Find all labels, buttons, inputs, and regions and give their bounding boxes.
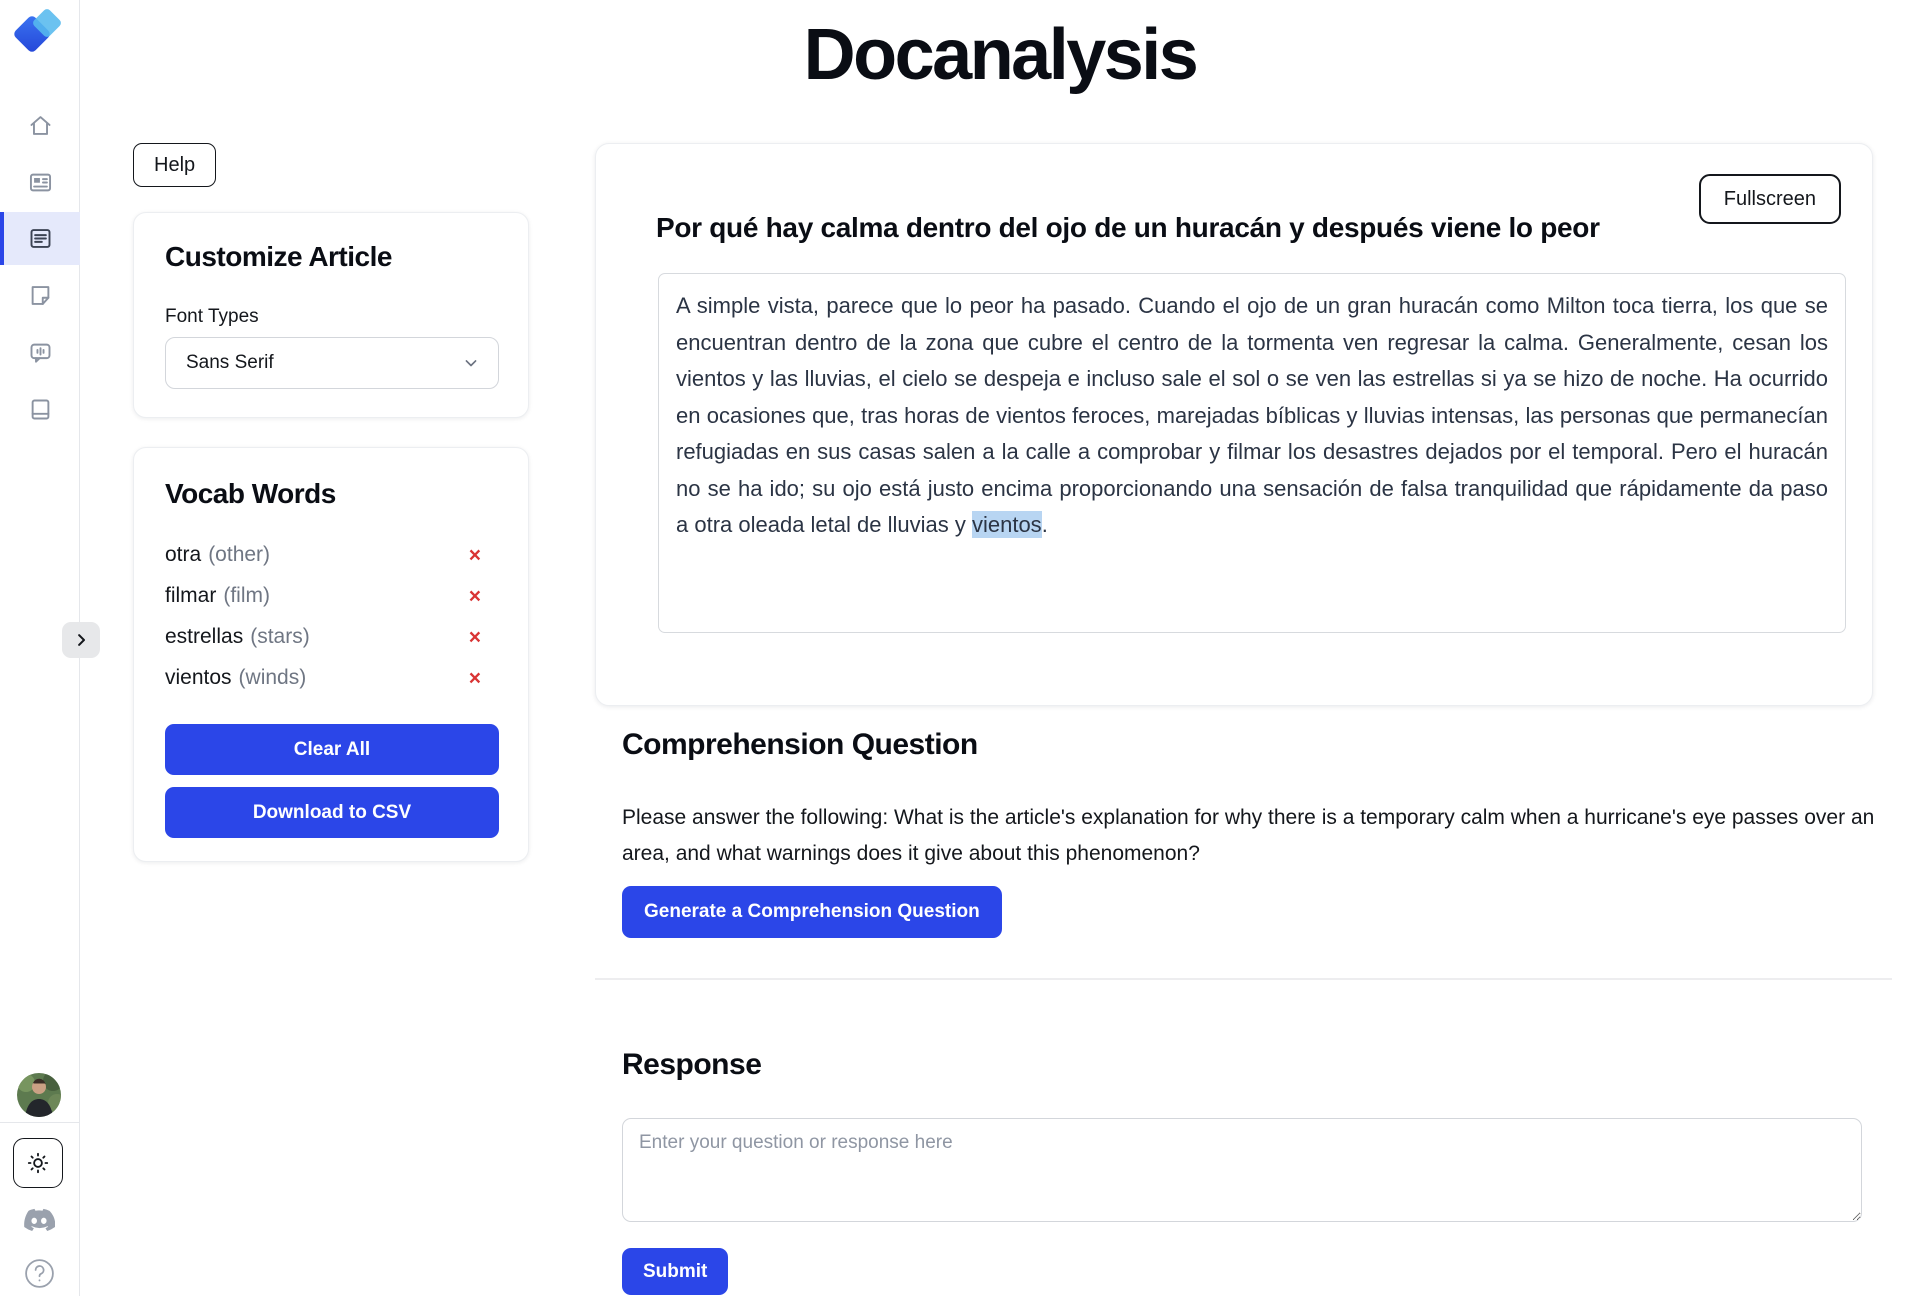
discord-icon bbox=[23, 1208, 55, 1234]
vocab-words-card bbox=[133, 447, 529, 862]
vocab-word: filmar bbox=[165, 584, 217, 607]
page-title: Docanalysis bbox=[803, 15, 1197, 95]
sun-icon bbox=[25, 1150, 51, 1176]
customize-article-title: Customize Article bbox=[165, 241, 392, 272]
sidebar-item-book[interactable] bbox=[0, 383, 80, 436]
response-section-title: Response bbox=[622, 1048, 762, 1081]
voice-chat-icon bbox=[27, 339, 54, 366]
remove-vocab-button[interactable]: × bbox=[468, 625, 481, 649]
vocab-translation: (film) bbox=[223, 584, 270, 607]
help-circle-button[interactable] bbox=[24, 1258, 55, 1289]
article-text bbox=[676, 288, 1828, 544]
article-body-end: . bbox=[1041, 512, 1048, 537]
article-icon bbox=[27, 225, 54, 252]
help-button[interactable]: Help bbox=[133, 143, 216, 187]
vocab-translation: (winds) bbox=[238, 666, 307, 689]
sidebar-divider bbox=[0, 1122, 80, 1123]
remove-vocab-button[interactable]: × bbox=[468, 584, 481, 608]
download-csv-button[interactable]: Download to CSV bbox=[165, 787, 499, 838]
response-textarea[interactable] bbox=[622, 1118, 1862, 1222]
customize-article-card bbox=[133, 212, 529, 418]
discord-button[interactable] bbox=[23, 1208, 55, 1236]
vocab-word: otra bbox=[165, 543, 202, 566]
sidebar-item-notes[interactable] bbox=[0, 269, 80, 322]
generate-question-button[interactable]: Generate a Comprehension Question bbox=[622, 886, 1002, 938]
sidebar-item-home[interactable] bbox=[0, 99, 80, 152]
chevron-down-icon bbox=[461, 353, 481, 373]
vocab-word: estrellas bbox=[165, 625, 244, 648]
font-types-label: Font Types bbox=[165, 306, 259, 327]
user-avatar[interactable] bbox=[17, 1073, 61, 1117]
font-types-value: Sans Serif bbox=[186, 352, 274, 373]
remove-vocab-button[interactable]: × bbox=[468, 543, 481, 567]
vocab-row bbox=[165, 581, 497, 611]
vocab-word: vientos bbox=[165, 666, 232, 689]
vocab-translation: (other) bbox=[208, 543, 271, 566]
vocab-row bbox=[165, 663, 497, 693]
vocab-row bbox=[165, 622, 497, 652]
highlighted-vocab-word: vientos bbox=[971, 512, 1042, 537]
clear-all-button[interactable]: Clear All bbox=[165, 724, 499, 775]
book-icon bbox=[27, 396, 54, 423]
newspaper-icon bbox=[27, 169, 54, 196]
sidebar-expand-button[interactable] bbox=[62, 622, 100, 658]
comprehension-question-text: Please answer the following: What is the article's explanation for why there is a temporary calm when a hurricane's eye passes over an area, and what warnings does it give about this phenomenon? bbox=[622, 806, 1875, 865]
fullscreen-button[interactable]: Fullscreen bbox=[1699, 174, 1841, 224]
vocab-translation: (stars) bbox=[250, 625, 310, 648]
submit-button[interactable]: Submit bbox=[622, 1248, 728, 1295]
comprehension-section-title: Comprehension Question bbox=[622, 728, 978, 761]
sidebar-item-voice-chat[interactable] bbox=[0, 326, 80, 379]
font-types-select[interactable] bbox=[165, 337, 499, 389]
article-card bbox=[595, 143, 1873, 706]
article-body: A simple vista, parece que lo peor ha pasado. Cuando el ojo de un gran huracán como Milton toca tierra, los que se encuentran dentro de la zona que cubre el centro de la tormenta ven regresar la calma. Generalmente, cesan los vientos y las lluvias, el cielo se despeja e incluso sale el sol o se ven las estrellas si ya se hizo de noche. Ha ocurrido en ocasiones que, tras horas de vientos feroces, marejadas bíblicas y lluvias intensas, las personas que permanecían refugiadas en sus casas salen a la calle a comprobar y filmar los desastres dejados por el temporal. Pero el huracán no se ha ido; su ojo está justo encima proporcionando una sensación de falsa tranquilidad que rápidamente da paso a otra oleada letal de lluvias y bbox=[676, 293, 1828, 537]
article-title: Por qué hay calma dentro del ojo de un huracán y después viene lo peor bbox=[656, 212, 1600, 243]
vocab-words-title: Vocab Words bbox=[165, 478, 336, 509]
sidebar-item-news[interactable] bbox=[0, 156, 80, 209]
section-divider bbox=[595, 978, 1892, 980]
home-icon bbox=[27, 112, 54, 139]
sidebar-item-article[interactable] bbox=[0, 212, 80, 265]
vocab-row bbox=[165, 540, 497, 570]
avatar-photo bbox=[17, 1073, 61, 1117]
theme-toggle-button[interactable] bbox=[13, 1138, 63, 1188]
article-text-box bbox=[658, 273, 1846, 633]
question-mark-icon bbox=[24, 1258, 55, 1289]
sticky-note-icon bbox=[27, 282, 54, 309]
chevron-right-icon bbox=[72, 631, 90, 649]
remove-vocab-button[interactable]: × bbox=[468, 666, 481, 690]
app-logo-icon[interactable] bbox=[12, 8, 68, 64]
